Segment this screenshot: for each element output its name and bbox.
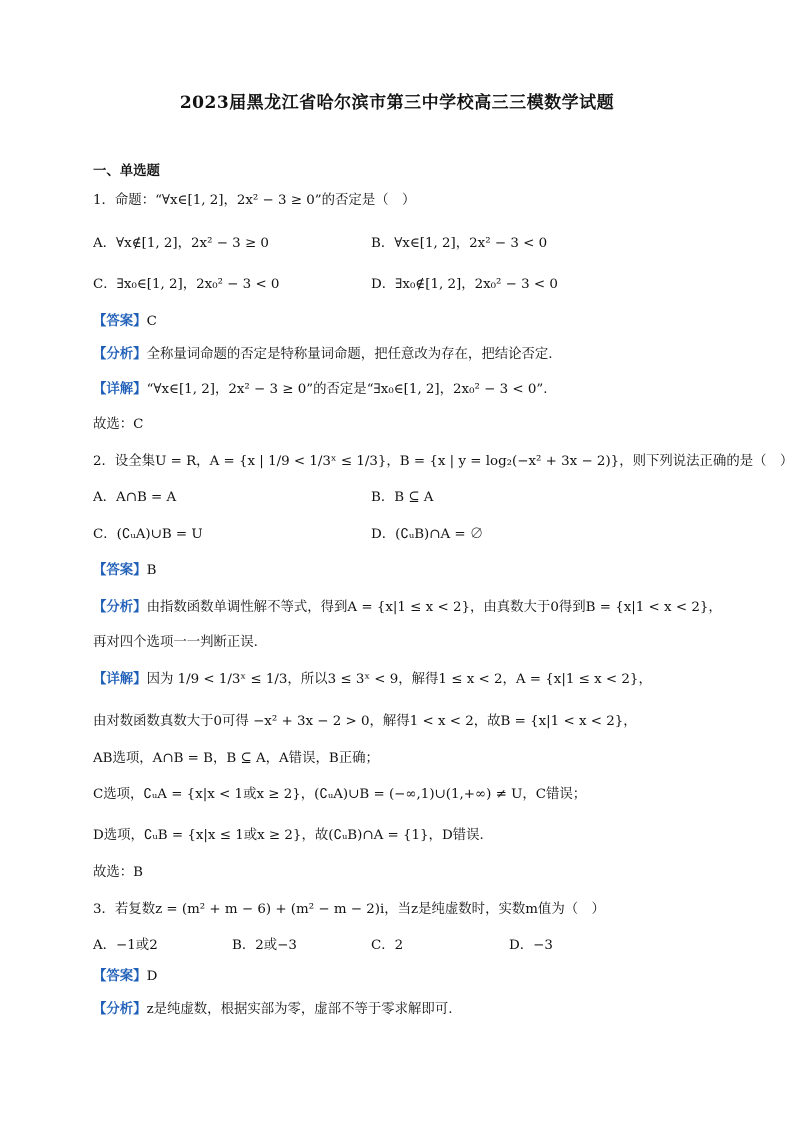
q2-detail-text-5: D选项，∁ᵤB = {x|x ≤ 1或x ≥ 2}，故(∁ᵤB)∩A = {1}，D错误. — [93, 828, 484, 843]
analysis-tag: 【分析】 — [93, 1002, 147, 1017]
q2-detail-text-2: 由对数函数真数大于0可得 −x² + 3x − 2 > 0，解得1 < x < 2，故B = {x|1 < x < 2}， — [93, 714, 637, 729]
q3-stem: 3．若复数z = (m² + m − 6) + (m² − m − 2)i，当z是纯虚数时，实数m值为（ ） — [93, 902, 605, 917]
q2-choice: 故选：B — [93, 865, 144, 880]
q2-option-d: D．(∁ᵤB)∩A = ∅ — [371, 527, 484, 542]
answer-tag: 【答案】 — [93, 563, 147, 578]
page-title: 2023届黑龙江省哈尔滨市第三中学校高三三模数学试题 — [179, 93, 615, 113]
q1-option-c: C．∃x₀∈[1, 2]，2x₀² − 3 < 0 — [93, 277, 280, 292]
q2-detail-text-3: AB选项，A∩B = B，B ⊆ A，A错误，B正确； — [93, 751, 379, 766]
q2-stem: 2．设全集U = R，A = {x | 1/9 < 1/3ˣ ≤ 1/3}，B = {x | y = log₂(−x² + 3x − 2)}，则下列说法正确的是（ ） — [93, 454, 794, 469]
q1-answer — [93, 313, 157, 331]
q2-answer-value: B — [146, 563, 157, 578]
q2-answer — [93, 562, 156, 580]
q3-option-d: D．−3 — [509, 938, 553, 953]
q3-analysis — [93, 1001, 452, 1019]
q2-detail — [93, 671, 652, 689]
q3-answer — [93, 968, 157, 986]
q2-analysis — [93, 599, 722, 617]
q2-detail-text-4: C选项，∁ᵤA = {x|x < 1或x ≥ 2}，(∁ᵤA)∪B = (−∞,1)∪(1,+∞) ≠ U，C错误； — [93, 787, 587, 802]
q1-option-d: D．∃x₀∉[1, 2]，2x₀² − 3 < 0 — [371, 277, 558, 292]
q1-detail — [93, 381, 547, 399]
q1-stem: 1．命题：“∀x∈[1, 2]，2x² − 3 ≥ 0”的否定是（ ） — [93, 193, 416, 208]
answer-tag: 【答案】 — [93, 969, 147, 984]
q3-option-a: A．−1或2 — [93, 938, 158, 953]
q2-analysis-text-1: 由指数函数单调性解不等式，得到A = {x|1 ≤ x < 2}，由真数大于0得到B = {x|1 < x < 2}， — [146, 600, 722, 615]
q3-option-c: C．2 — [371, 938, 404, 953]
q2-option-c: C．(∁ᵤA)∪B = U — [93, 527, 203, 542]
q1-analysis — [93, 346, 553, 364]
q2-option-b: B．B ⊆ A — [371, 490, 434, 505]
q2-detail-text-1: 因为 1/9 < 1/3ˣ ≤ 1/3，所以3 ≤ 3ˣ < 9，解得1 ≤ x < 2，A = {x|1 ≤ x < 2}， — [146, 672, 652, 687]
q2-analysis-text-2: 再对四个选项一一判断正误. — [93, 635, 258, 650]
q1-detail-text: “∀x∈[1, 2]，2x² − 3 ≥ 0”的否定是“∃x₀∈[1, 2]，2x₀² − 3 < 0”. — [146, 382, 548, 397]
q3-answer-value: D — [146, 969, 158, 984]
q1-analysis-text: 全称量词命题的否定是特称量词命题，把任意改为存在，把结论否定. — [146, 347, 553, 362]
q1-option-b: B．∀x∈[1, 2]，2x² − 3 < 0 — [371, 236, 548, 251]
analysis-tag: 【分析】 — [93, 347, 147, 362]
section-heading: 一、单选题 — [93, 164, 160, 179]
q1-option-a: A．∀x∉[1, 2]，2x² − 3 ≥ 0 — [93, 236, 269, 251]
q1-answer-value: C — [146, 314, 157, 329]
q2-option-a: A．A∩B = A — [93, 490, 177, 505]
q3-analysis-text: z是纯虚数，根据实部为零，虚部不等于零求解即可. — [146, 1002, 453, 1017]
q1-choice: 故选：C — [93, 417, 144, 432]
answer-tag: 【答案】 — [93, 314, 147, 329]
analysis-tag: 【分析】 — [93, 600, 147, 615]
detail-tag: 【详解】 — [93, 382, 147, 397]
detail-tag: 【详解】 — [93, 672, 147, 687]
q3-option-b: B．2或−3 — [232, 938, 297, 953]
